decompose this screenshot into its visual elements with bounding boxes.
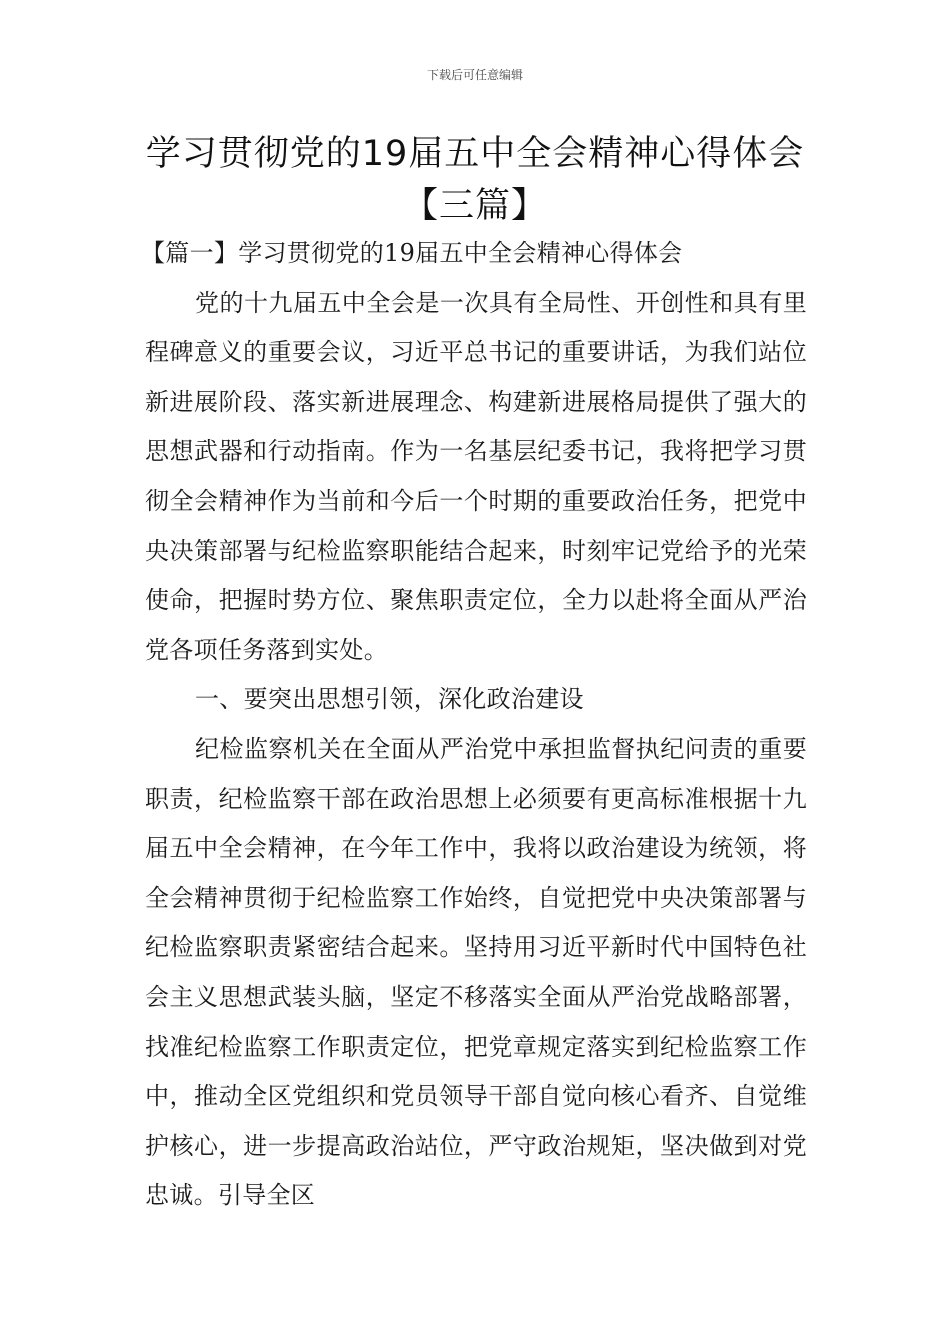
subheading-one: 一、要突出思想引领，深化政治建设 xyxy=(195,685,584,714)
document-body xyxy=(141,229,807,1221)
header-note: 下载后可任意编辑 xyxy=(426,68,523,82)
paragraph-political-building: 纪检监察机关在全面从严治党中承担监督执纪问责的重要职责，纪检监察干部在政治思想上必须要有更高标准根据十九届五中全会精神，在今年工作中，我将以政治建设为统领，将全会精神贯彻于纪检监察工作始终，自觉把党中央决策部署与纪检监察职责紧密结合起来。坚持用习近平新时代中国特色社会主义思想武装头脑，坚定不移落实全面从严治党战略部署，找准纪检监察工作职责定位，把党章规定落实到纪检监察工作中，推动全区党组织和党员领导干部自觉向核心看齐、自觉维护核心，进一步提高政治站位，严守政治规矩，坚决做到对党忠诚。引导全区 xyxy=(145,734,807,1210)
paragraph-intro: 党的十九届五中全会是一次具有全局性、开创性和具有里程碑意义的重要会议，习近平总书记的重要讲话，为我们站位新进展阶段、落实新进展理念、构建新进展格局提供了强大的思想武器和行动指南。作为一名基层纪委书记，我将把学习贯彻全会精神作为当前和今后一个时期的重要政治任务，把党中央决策部署与纪检监察职能结合起来，时刻牢记党给予的光荣使命，把握时势方位、聚焦职责定位，全力以赴将全面从严治党各项任务落到实处。 xyxy=(145,288,807,664)
section-heading: 【篇一】学习贯彻党的19届五中全会精神心得体会 xyxy=(141,239,683,267)
title-line-2: 【三篇】 xyxy=(402,186,547,226)
document-title xyxy=(100,128,850,232)
title-line-1: 学习贯彻党的19届五中全会精神心得体会 xyxy=(145,134,805,174)
